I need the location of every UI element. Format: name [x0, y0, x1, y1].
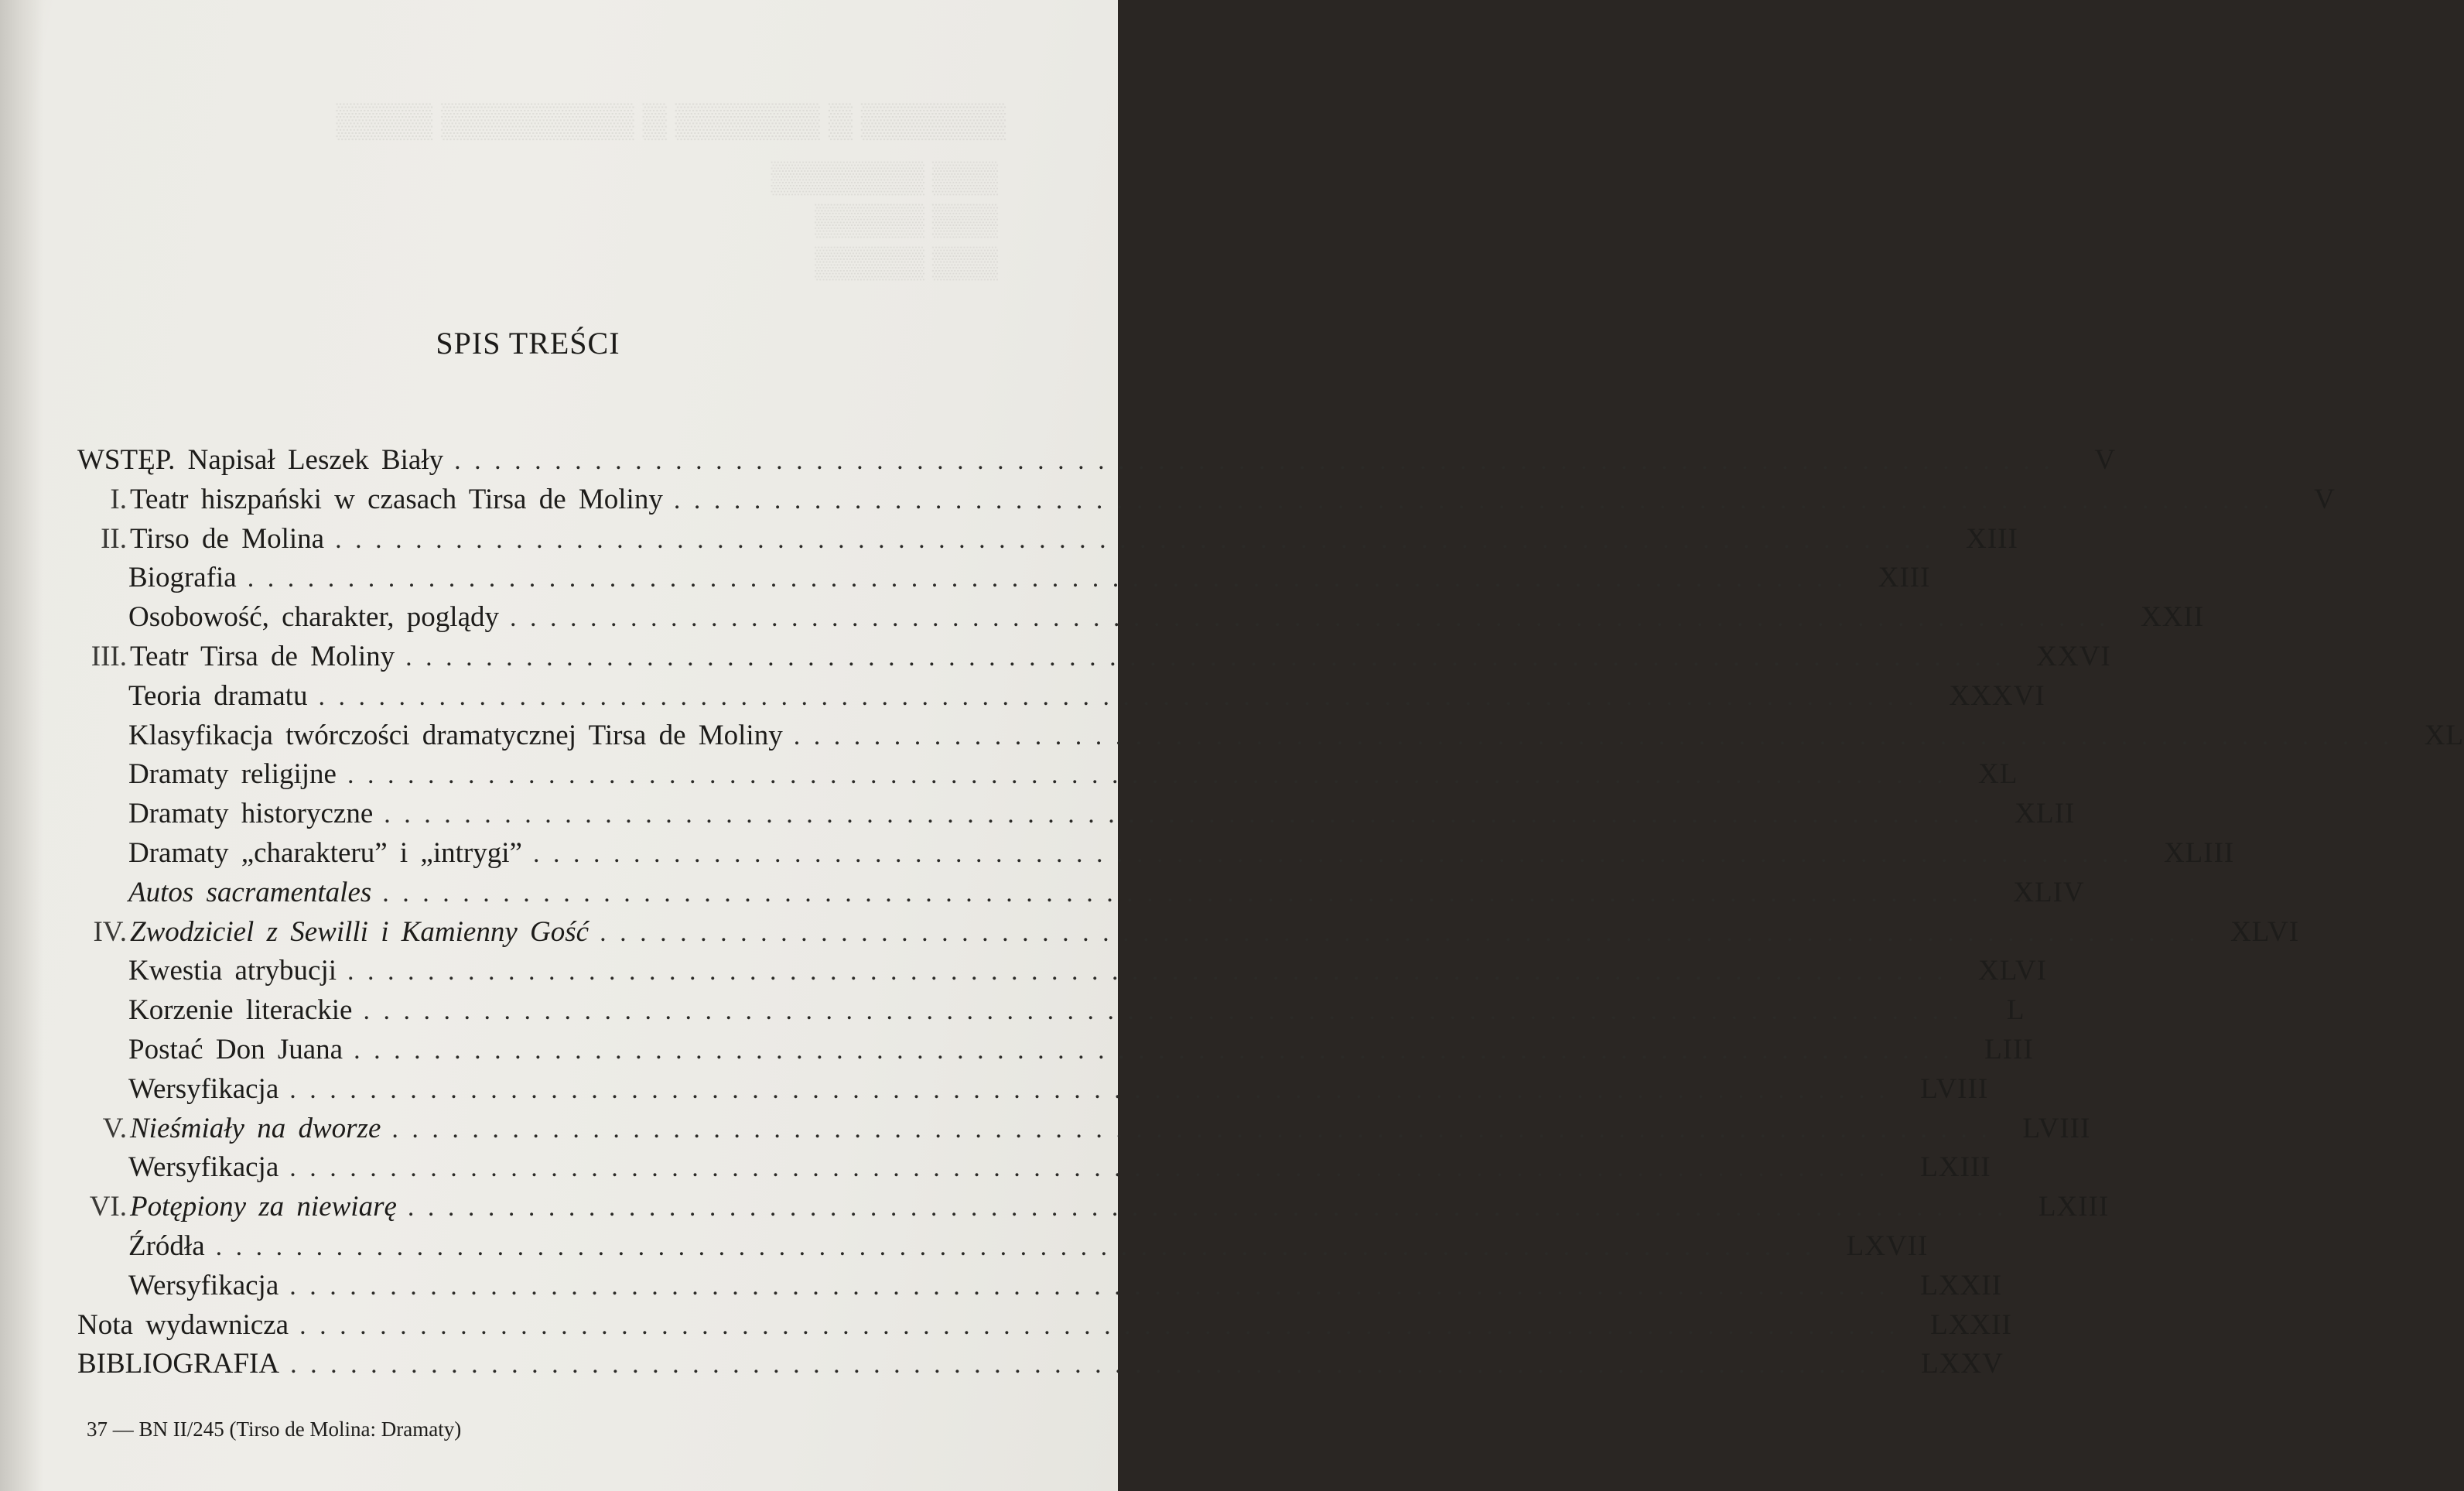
toc-entry — [77, 480, 2336, 520]
toc-entry-page: V — [2314, 483, 2336, 515]
dot-leader: ................................................................................ — [673, 485, 2283, 515]
dot-leader: ................................................................................ — [405, 642, 2015, 672]
toc-entry-label: WSTĘP. Napisał Leszek Biały — [77, 444, 444, 476]
toc-entry-label: Dramaty „charakteru” i „intrygi” — [128, 836, 522, 869]
toc-entry-label: Klasyfikacja twórczości dramatycznej Tirsa de Moliny — [128, 719, 783, 751]
toc-entry — [77, 913, 2300, 952]
show-through: ▒▒▒ ▒▒▒▒▒▒▒ — [771, 159, 998, 194]
toc-entry-label: Wersyfikacja — [128, 1072, 279, 1105]
dot-leader: ................................................................................ — [347, 957, 1957, 987]
dot-leader: ................................................................................ — [510, 604, 2119, 633]
toc-entry-number: I. — [110, 483, 127, 515]
toc-entry-page: XXVI — [2036, 640, 2111, 672]
toc-entry-label: Dramaty historyczne — [128, 798, 374, 830]
dot-leader: ................................................................................ — [532, 839, 2142, 868]
binding-shadow — [0, 0, 43, 1491]
dot-leader: ................................................................................ — [391, 1114, 2001, 1144]
toc-entry-label: Autos sacramentales — [128, 876, 372, 908]
toc-entry-page: XLVI — [1978, 955, 2047, 987]
toc-entry-label: Nota wydawnicza — [77, 1308, 289, 1341]
toc-entry-page: XL — [2424, 719, 2464, 751]
toc-entry-label: Zwodziciel z Sewilli i Kamienny Gość — [130, 915, 590, 948]
toc-entry-label: Nieśmiały na dworze — [130, 1112, 381, 1144]
toc-entry-label: Kwestia atrybucji — [128, 955, 337, 987]
toc-entry — [77, 716, 2464, 756]
toc-entry-page: LXXV — [1921, 1348, 2004, 1380]
dot-leader: ................................................................................ — [382, 878, 1992, 908]
toc-entry-label: Źródła — [128, 1229, 205, 1262]
toc-entry — [77, 1070, 1989, 1110]
dot-leader: ................................................................................ — [289, 1075, 1899, 1104]
toc-entry — [77, 677, 2045, 716]
toc-entry — [77, 874, 2085, 913]
dot-leader: ................................................................................ — [407, 1193, 2017, 1223]
toc-entry-label: Teatr Tirsa de Moliny — [130, 640, 395, 672]
page-footer: 37 — BN II/245 (Tirso de Molina: Dramaty) — [87, 1417, 462, 1441]
dot-leader: ................................................................................ — [318, 682, 1928, 711]
show-through: ▒▒▒ ▒▒▒▒▒ — [815, 245, 998, 279]
toc-entry-page: LXIII — [1920, 1151, 1991, 1184]
toc-entry — [77, 520, 2018, 559]
toc-entry-label: Wersyfikacja — [128, 1269, 279, 1301]
toc-entry — [77, 559, 1931, 598]
toc-entry — [77, 834, 2235, 874]
toc-entry — [77, 952, 2047, 991]
toc-entry — [77, 1267, 2002, 1306]
toc-entry-label: Potępiony za niewiarę — [130, 1191, 397, 1223]
toc-entry — [77, 991, 2025, 1031]
toc-entry — [77, 598, 2205, 638]
toc-entry-page: XLII — [2015, 798, 2076, 830]
toc-entry-page: V — [2094, 444, 2117, 476]
toc-entry-page: LXIII — [2038, 1191, 2110, 1223]
toc-entry-page: XXII — [2141, 601, 2205, 634]
toc-entry-page: LIII — [1984, 1033, 2034, 1065]
toc-entry-page: L — [2006, 994, 2025, 1027]
table-of-contents — [77, 441, 2464, 1384]
dot-leader: ................................................................................ — [354, 1035, 1963, 1065]
toc-entry-number: IV. — [93, 915, 127, 948]
toc-entry-page: LXVII — [1846, 1229, 1929, 1262]
toc-entry-page: XL — [1977, 758, 2018, 791]
dot-leader: ................................................................................ — [335, 525, 1945, 554]
toc-entry-page: LXXII — [1920, 1269, 2002, 1301]
toc-entry-page: XIII — [1966, 522, 2018, 555]
toc-entry-label: Biografia — [128, 562, 237, 594]
toc-entry-page: LVIII — [1920, 1072, 1989, 1105]
toc-entry-page: LVIII — [2022, 1112, 2091, 1144]
toc-entry-label: Korzenie literackie — [128, 994, 353, 1027]
toc-entry-label: Wersyfikacja — [128, 1151, 279, 1184]
show-through: ▒▒▒▒▒▒ ▒ ▒▒▒▒▒▒ ▒ ▒▒▒▒▒▒▒▒ ▒▒▒▒ — [336, 101, 1006, 139]
toc-entry-label: Teoria dramatu — [128, 679, 308, 712]
dot-leader: ................................................................................ — [363, 997, 1973, 1026]
toc-entry-page: XLVI — [2230, 915, 2300, 948]
dot-leader: ................................................................................ — [347, 761, 1957, 790]
show-through: ▒▒▒ ▒▒▒▒▒ — [815, 202, 998, 237]
toc-entry — [77, 1306, 2012, 1346]
dot-leader: ................................................................................ — [215, 1232, 1825, 1261]
toc-entry-page: XLIII — [2163, 836, 2235, 869]
dot-leader: ................................................................................ — [384, 800, 1994, 829]
toc-entry-label: Teatr hiszpański w czasach Tirsa de Moliny — [130, 483, 663, 515]
dot-leader: ................................................................................ — [247, 564, 1857, 593]
dot-leader: ................................................................................ — [454, 446, 2064, 475]
toc-entry-page: XXXVI — [1949, 679, 2045, 712]
dot-leader: ................................................................................ — [289, 1154, 1899, 1183]
toc-entry — [77, 1188, 2110, 1227]
toc-entry-number: V. — [102, 1112, 127, 1144]
toc-entry-page: XLIV — [2013, 876, 2085, 908]
toc-entry-number: VI. — [89, 1191, 127, 1223]
toc-entry-number: II. — [101, 522, 127, 555]
toc-entry-page: XIII — [1878, 562, 1931, 594]
dot-leader: ................................................................................ — [289, 1271, 1899, 1301]
toc-entry — [77, 1031, 2034, 1070]
toc-entry — [77, 441, 2117, 480]
toc-entry-label: Osobowość, charakter, poglądy — [128, 601, 499, 634]
toc-entry — [77, 1345, 2004, 1384]
dot-leader: ................................................................................ — [299, 1311, 1909, 1340]
toc-entry — [77, 638, 2111, 677]
dot-leader: ................................................................................ — [793, 721, 2403, 751]
toc-entry — [77, 795, 2076, 834]
toc-entry — [77, 755, 2018, 795]
dot-leader: ................................................................................ — [290, 1350, 1900, 1380]
toc-entry-page: LXXII — [1930, 1308, 2012, 1341]
toc-entry — [77, 1110, 2091, 1149]
dot-leader: ................................................................................ — [600, 918, 2209, 947]
toc-entry-number: III. — [91, 640, 127, 672]
toc-entry — [77, 1227, 1929, 1267]
toc-entry-label: Postać Don Juana — [128, 1033, 343, 1065]
toc-entry-label: Tirso de Molina — [130, 522, 325, 555]
toc-title: SPIS TREŚCI — [436, 326, 620, 361]
toc-entry — [77, 1148, 1991, 1188]
toc-entry-label: BIBLIOGRAFIA — [77, 1348, 280, 1380]
toc-entry-label: Dramaty religijne — [128, 758, 337, 791]
